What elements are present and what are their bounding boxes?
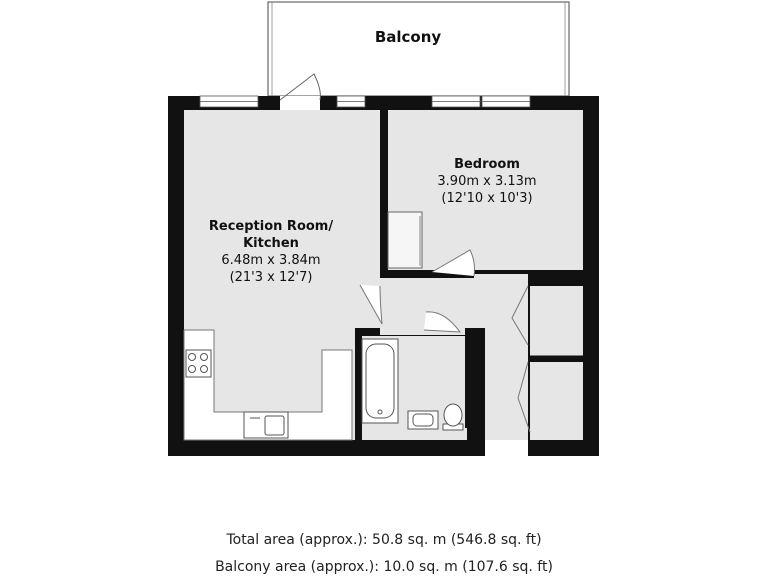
reception-dimensions-imperial: (21'3 x 12'7) — [229, 270, 313, 285]
entrance-opening — [485, 440, 528, 456]
cupboard-upper — [530, 286, 583, 356]
bath-basin — [366, 344, 394, 418]
toilet-icon — [443, 404, 463, 430]
reception-title-line1: Reception Room/ — [208, 219, 334, 234]
bedroom-title: Bedroom — [454, 157, 520, 172]
bedroom-wardrobe — [388, 212, 422, 268]
bedroom-dimensions-metric: 3.90m x 3.13m — [437, 174, 537, 189]
toilet-bowl — [444, 404, 462, 426]
sink-bowl — [265, 416, 284, 435]
balcony-outline — [268, 2, 569, 96]
hob-ring-4 — [201, 366, 208, 373]
washbasin-bowl — [413, 414, 433, 426]
cupboard-lower — [530, 362, 583, 440]
balcony-label: Balcony — [374, 28, 442, 46]
balcony-area-text: Balcony area (approx.): 10.0 sq. m (107.6 sq. ft) — [215, 559, 553, 575]
balcony-door-opening — [280, 96, 320, 110]
hob-ring-3 — [189, 366, 196, 373]
bedroom-dimensions-imperial: (12'10 x 10'3) — [441, 191, 533, 206]
kitchen-sink-icon — [244, 412, 288, 438]
hob-ring-2 — [201, 354, 208, 361]
washbasin-icon — [408, 411, 438, 429]
total-area-text: Total area (approx.): 50.8 sq. m (546.8 sq. ft) — [226, 532, 542, 548]
bath-drain — [378, 410, 382, 414]
hob-ring-1 — [189, 354, 196, 361]
reception-dimensions-metric: 6.48m x 3.84m — [221, 253, 321, 268]
balcony — [268, 2, 569, 96]
hob-icon — [186, 350, 211, 377]
bath-icon — [362, 339, 398, 423]
reception-title-line2: Kitchen — [243, 236, 299, 251]
